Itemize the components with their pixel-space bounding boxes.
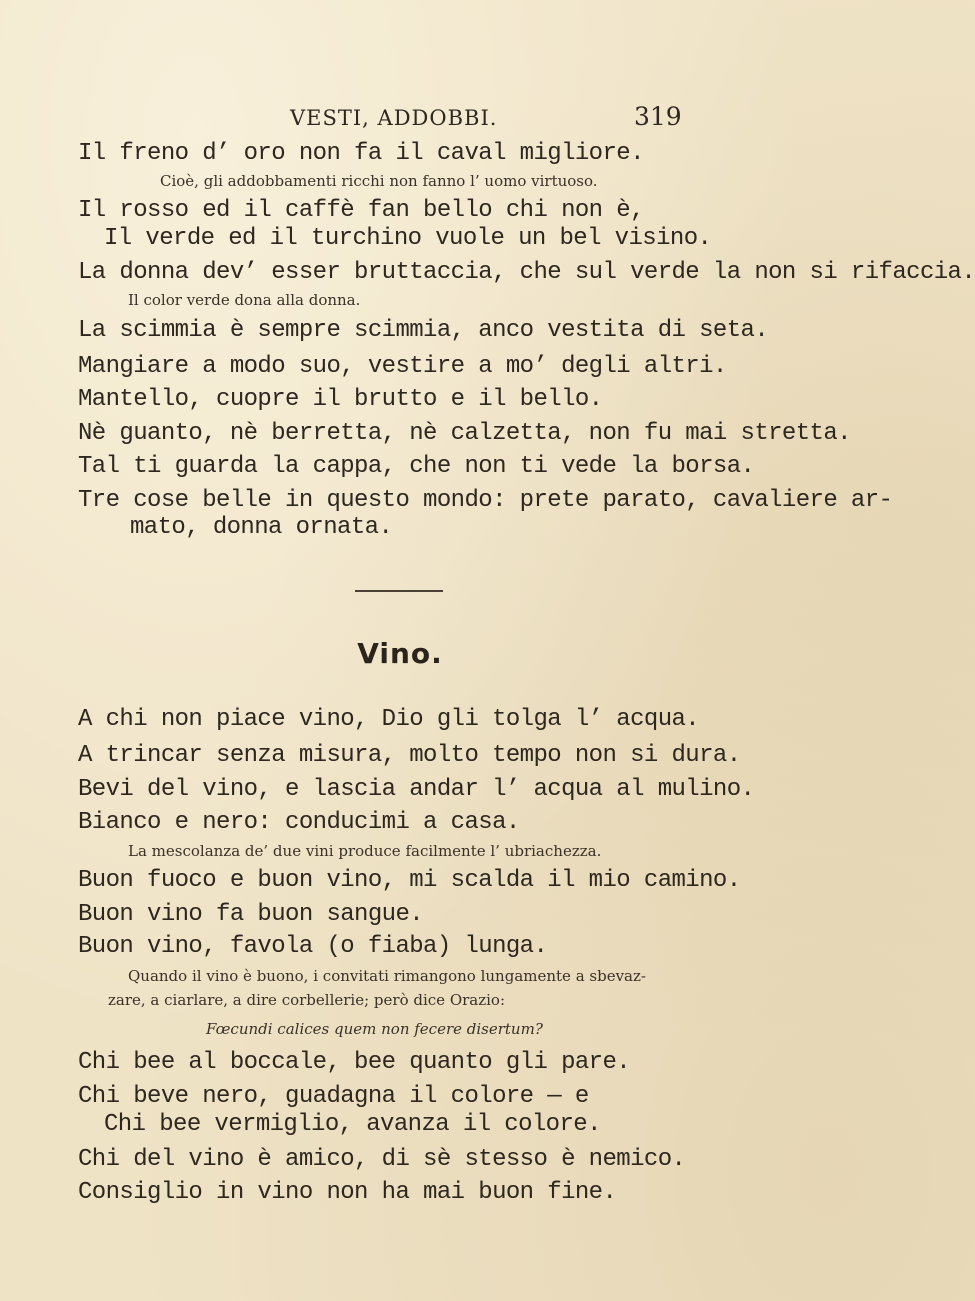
proverb-line: Bianco e nero: conducimi a casa. xyxy=(78,809,520,836)
proverb-line: Tre cose belle in questo mondo: prete parato, cavaliere ar- xyxy=(78,487,893,514)
proverb-line: A trincar senza misura, molto tempo non si dura. xyxy=(78,742,741,769)
section-title: Vino. xyxy=(357,637,443,670)
proverb-line: Chi del vino è amico, di sè stesso è nemico. xyxy=(78,1146,686,1173)
proverb-line: Buon vino, favola (o fiaba) lunga. xyxy=(78,933,548,960)
proverb-line: Chi bee al boccale, bee quanto gli pare. xyxy=(78,1049,631,1076)
proverb-note: Cioè, gli addobbamenti ricchi non fanno l’ uomo virtuoso. xyxy=(160,172,598,190)
proverb-line: Bevi del vino, e lascia andar l’ acqua al mulino. xyxy=(78,776,755,803)
page-header xyxy=(0,102,800,136)
proverb-line: La donna dev’ esser bruttaccia, che sul verde la non si rifaccia. xyxy=(78,259,975,286)
proverb-line: Buon vino fa buon sangue. xyxy=(78,901,424,928)
proverb-line: A chi non piace vino, Dio gli tolga l’ acqua. xyxy=(78,706,700,733)
proverb-note: Il color verde dona alla donna. xyxy=(128,291,361,309)
proverb-line: mato, donna ornata. xyxy=(130,514,393,541)
proverb-line: Mangiare a modo suo, vestire a mo’ degli altri. xyxy=(78,353,727,380)
proverb-line: Buon fuoco e buon vino, mi scalda il mio camino. xyxy=(78,867,741,894)
page-number: 319 xyxy=(634,102,682,131)
proverb-note: La mescolanza de’ due vini produce facilmente l’ ubriachezza. xyxy=(128,842,602,860)
proverb-line: Il verde ed il turchino vuole un bel visino. xyxy=(104,225,712,252)
proverb-note: zare, a ciarlare, a dire corbellerie; però dice Orazio: xyxy=(108,991,506,1009)
proverb-line: Tal ti guarda la cappa, che non ti vede la borsa. xyxy=(78,453,755,480)
proverb-line: Consiglio in vino non ha mai buon fine. xyxy=(78,1179,617,1206)
section-divider xyxy=(355,590,443,592)
proverb-line: La scimmia è sempre scimmia, anco vestita di seta. xyxy=(78,317,769,344)
proverb-line: Chi beve nero, guadagna il colore — e xyxy=(78,1083,589,1110)
running-title: VESTI, ADDOBBI. xyxy=(290,106,498,130)
proverb-line: Chi bee vermiglio, avanza il colore. xyxy=(104,1111,601,1138)
proverb-line: Mantello, cuopre il brutto e il bello. xyxy=(78,386,603,413)
proverb-line: Nè guanto, nè berretta, nè calzetta, non fu mai stretta. xyxy=(78,420,851,447)
latin-quote: Fœcundi calices quem non fecere disertum? xyxy=(206,1020,543,1038)
proverb-note: Quando il vino è buono, i convitati rimangono lungamente a sbevaz- xyxy=(128,967,646,985)
proverb-line: Il freno d’ oro non fa il caval migliore. xyxy=(78,140,644,167)
proverb-line: Il rosso ed il caffè fan bello chi non è, xyxy=(78,197,644,224)
